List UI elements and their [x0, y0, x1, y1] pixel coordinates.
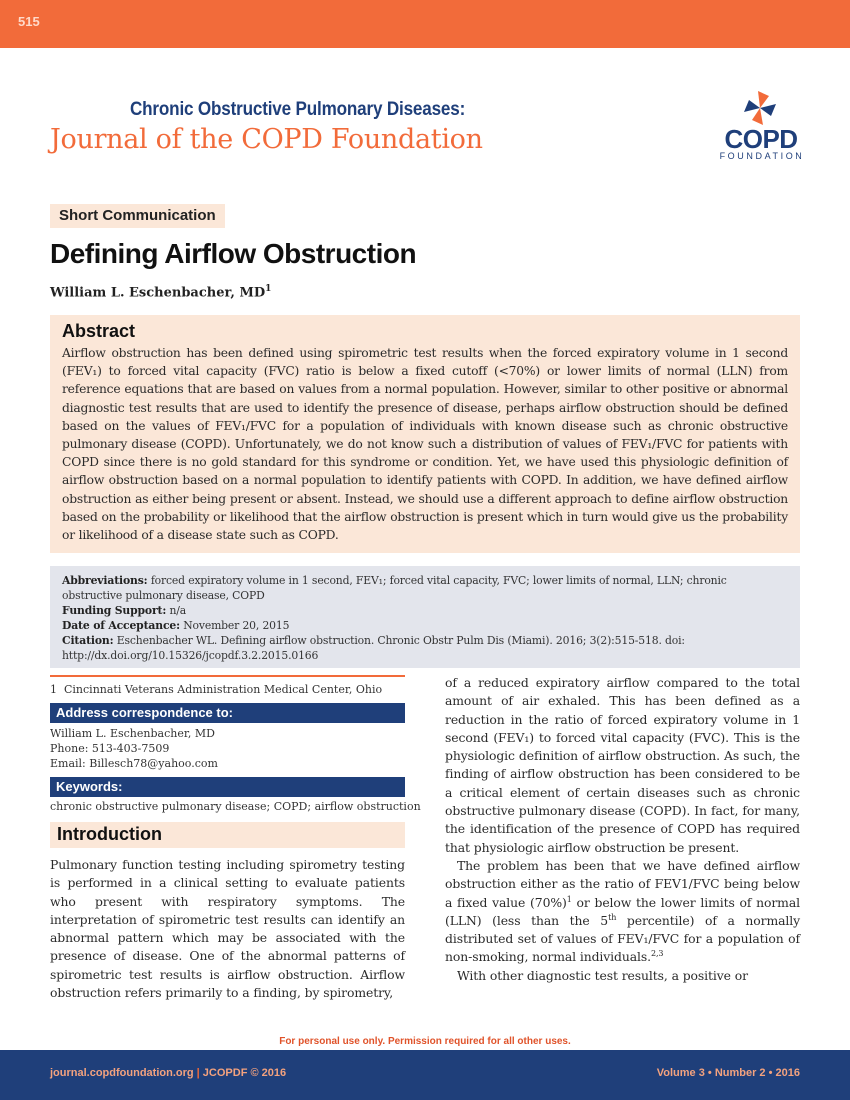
abstract-text: Airflow obstruction has been defined using spirometric test results when the forced expiratory volume in 1 second (FEV₁) to forced vital capacity (FVC) ratio is below a fixed cutoff (<70%) or lower limits of normal (LLN) from reference equations that are based on values from a normal population. However, similar to other positive or abnormal diagnostic test results that are used to identify the presence of disease, perhaps airflow obstruction should be defined based on the values of FEV₁/FVC for a population of individuals with known disease such as chronic obstructive pulmonary disease (COPD). Unfortunately, we do not know such a distribution of values of FEV₁/FVC for patients with COPD since there is no gold standard for this syndrome or condition. Yet, we have used this physiologic definition of airflow obstruction based on a normal population to identify patients with COPD. In addition, we have defined airflow obstruction as either being present or absent. Instead, we should use a different approach to define airflow obstruction based on the probability or likelihood that the airflow obstruction is present which in turn would give us the probability or likelihood of a disease state such as COPD. [62, 346, 788, 543]
usage-note: For personal use only. Permission required for all other uses. [279, 1036, 571, 1047]
reference-2-3: 2,3 [651, 949, 664, 959]
citation-text: Eschenbacher WL. Defining airflow obstruction. Chronic Obstr Pulm Dis (Miami). 2016; 3(2):515-518. doi: http://dx.doi.org/10.15326/jcopdf.3.2.2015.0166 [62, 634, 685, 662]
acceptance-date-label: Date of Acceptance: [62, 619, 180, 632]
article-title: Defining Airflow Obstruction [50, 238, 417, 269]
pinwheel-icon [740, 90, 780, 126]
author [50, 284, 271, 300]
footer-separator: | [196, 1067, 200, 1079]
p2-part-c: percentile) of a normally distributed set of values of FEV₁/FVC for a population of non-smoking, normal individuals. [445, 912, 801, 965]
footer-left [50, 1067, 286, 1079]
citation-label: Citation: [62, 634, 114, 647]
abstract-title: Abstract [62, 321, 136, 341]
acceptance-date [62, 618, 788, 633]
journal-title: Journal of the COPD Foundation [50, 124, 483, 155]
right-paragraph-3: With other diagnostic test results, a positive or [457, 967, 748, 983]
funding-text: n/a [169, 604, 187, 617]
p2-part-b: or below the lower limits of normal (LLN) (less than the 5 [445, 894, 800, 928]
introduction-heading: Introduction [50, 822, 405, 848]
right-paragraph-2 [445, 857, 800, 967]
address-email[interactable]: Email: Billesch78@yahoo.com [50, 757, 218, 770]
ordinal-sup: th [608, 912, 617, 922]
funding [62, 603, 788, 618]
address-heading: Address correspondence to: [50, 703, 405, 723]
author-name: William L. Eschenbacher, MD [50, 285, 266, 301]
abbreviations-label: Abbreviations: [62, 574, 148, 587]
introduction-body [50, 856, 405, 1002]
address-block [50, 726, 218, 771]
copd-foundation-logo [716, 90, 806, 162]
address-name: William L. Eschenbacher, MD [50, 727, 215, 740]
author-affiliation-mark: 1 [265, 284, 272, 294]
affiliation-footnote [50, 683, 382, 696]
citation [62, 633, 788, 663]
logo-text: COPD [724, 124, 798, 154]
footnote-divider [50, 675, 405, 677]
footnote-number: 1 [50, 683, 57, 696]
top-bar [0, 0, 850, 48]
article-metadata [50, 566, 800, 668]
abbreviations-text: forced expiratory volume in 1 second, FEV₁; forced vital capacity, FVC; lower limits of normal, LLN; chronic obstructive pulmonary disease, COPD [62, 574, 727, 602]
footer-journal: JCOPDF © 2016 [202, 1067, 287, 1079]
address-phone: Phone: 513-403-7509 [50, 742, 170, 755]
abstract [50, 315, 800, 553]
right-column [445, 674, 800, 985]
page-number: 515 [18, 14, 40, 29]
reference-1: 1 [566, 894, 572, 904]
article-type: Short Communication [50, 204, 225, 228]
keywords-heading: Keywords: [50, 777, 405, 797]
abbreviations [62, 573, 788, 603]
logo-subtext: FOUNDATION [719, 151, 805, 161]
footer-volume: Volume 3 • Number 2 • 2016 [656, 1067, 800, 1079]
footnote-text: Cincinnati Veterans Administration Medical Center, Ohio [64, 683, 383, 696]
footer-site-link[interactable]: journal.copdfoundation.org [50, 1067, 194, 1079]
journal-subtitle: Chronic Obstructive Pulmonary Diseases: [130, 99, 466, 120]
p2-part-a: The problem has been that we have defined airflow obstruction either as the ratio of FEV1/FVC being below a fixed value (70%) [445, 857, 800, 910]
acceptance-date-text: November 20, 2015 [183, 619, 290, 632]
right-paragraph-1: of a reduced expiratory airflow compared to the total amount of air exhaled. This has been defined as a reduction in the ratio of forced expiratory volume in 1 second (FEV₁) to forced vital capacity (FVC). This is the physiologic definition of airflow obstruction. As such, the finding of airflow obstruction has been considered to be a critical element of certain diseases such as chronic obstructive pulmonary disease (COPD). In fact, for many, the identification of the presence of COPD has required that physiologic airflow obstruction be present. [445, 675, 800, 855]
keywords-text: chronic obstructive pulmonary disease; COPD; airflow obstruction [50, 800, 421, 813]
funding-label: Funding Support: [62, 604, 167, 617]
introduction-paragraph: Pulmonary function testing including spirometry testing is performed in a clinical setting to evaluate patients who present with respiratory symptoms. The interpretation of spirometric test results can identify an abnormal pattern which may be associated with the presence of disease. One of the abnormal patterns of spirometric test results is airflow obstruction. Airflow obstruction refers primarily to a finding, by spirometry, [50, 857, 405, 1001]
